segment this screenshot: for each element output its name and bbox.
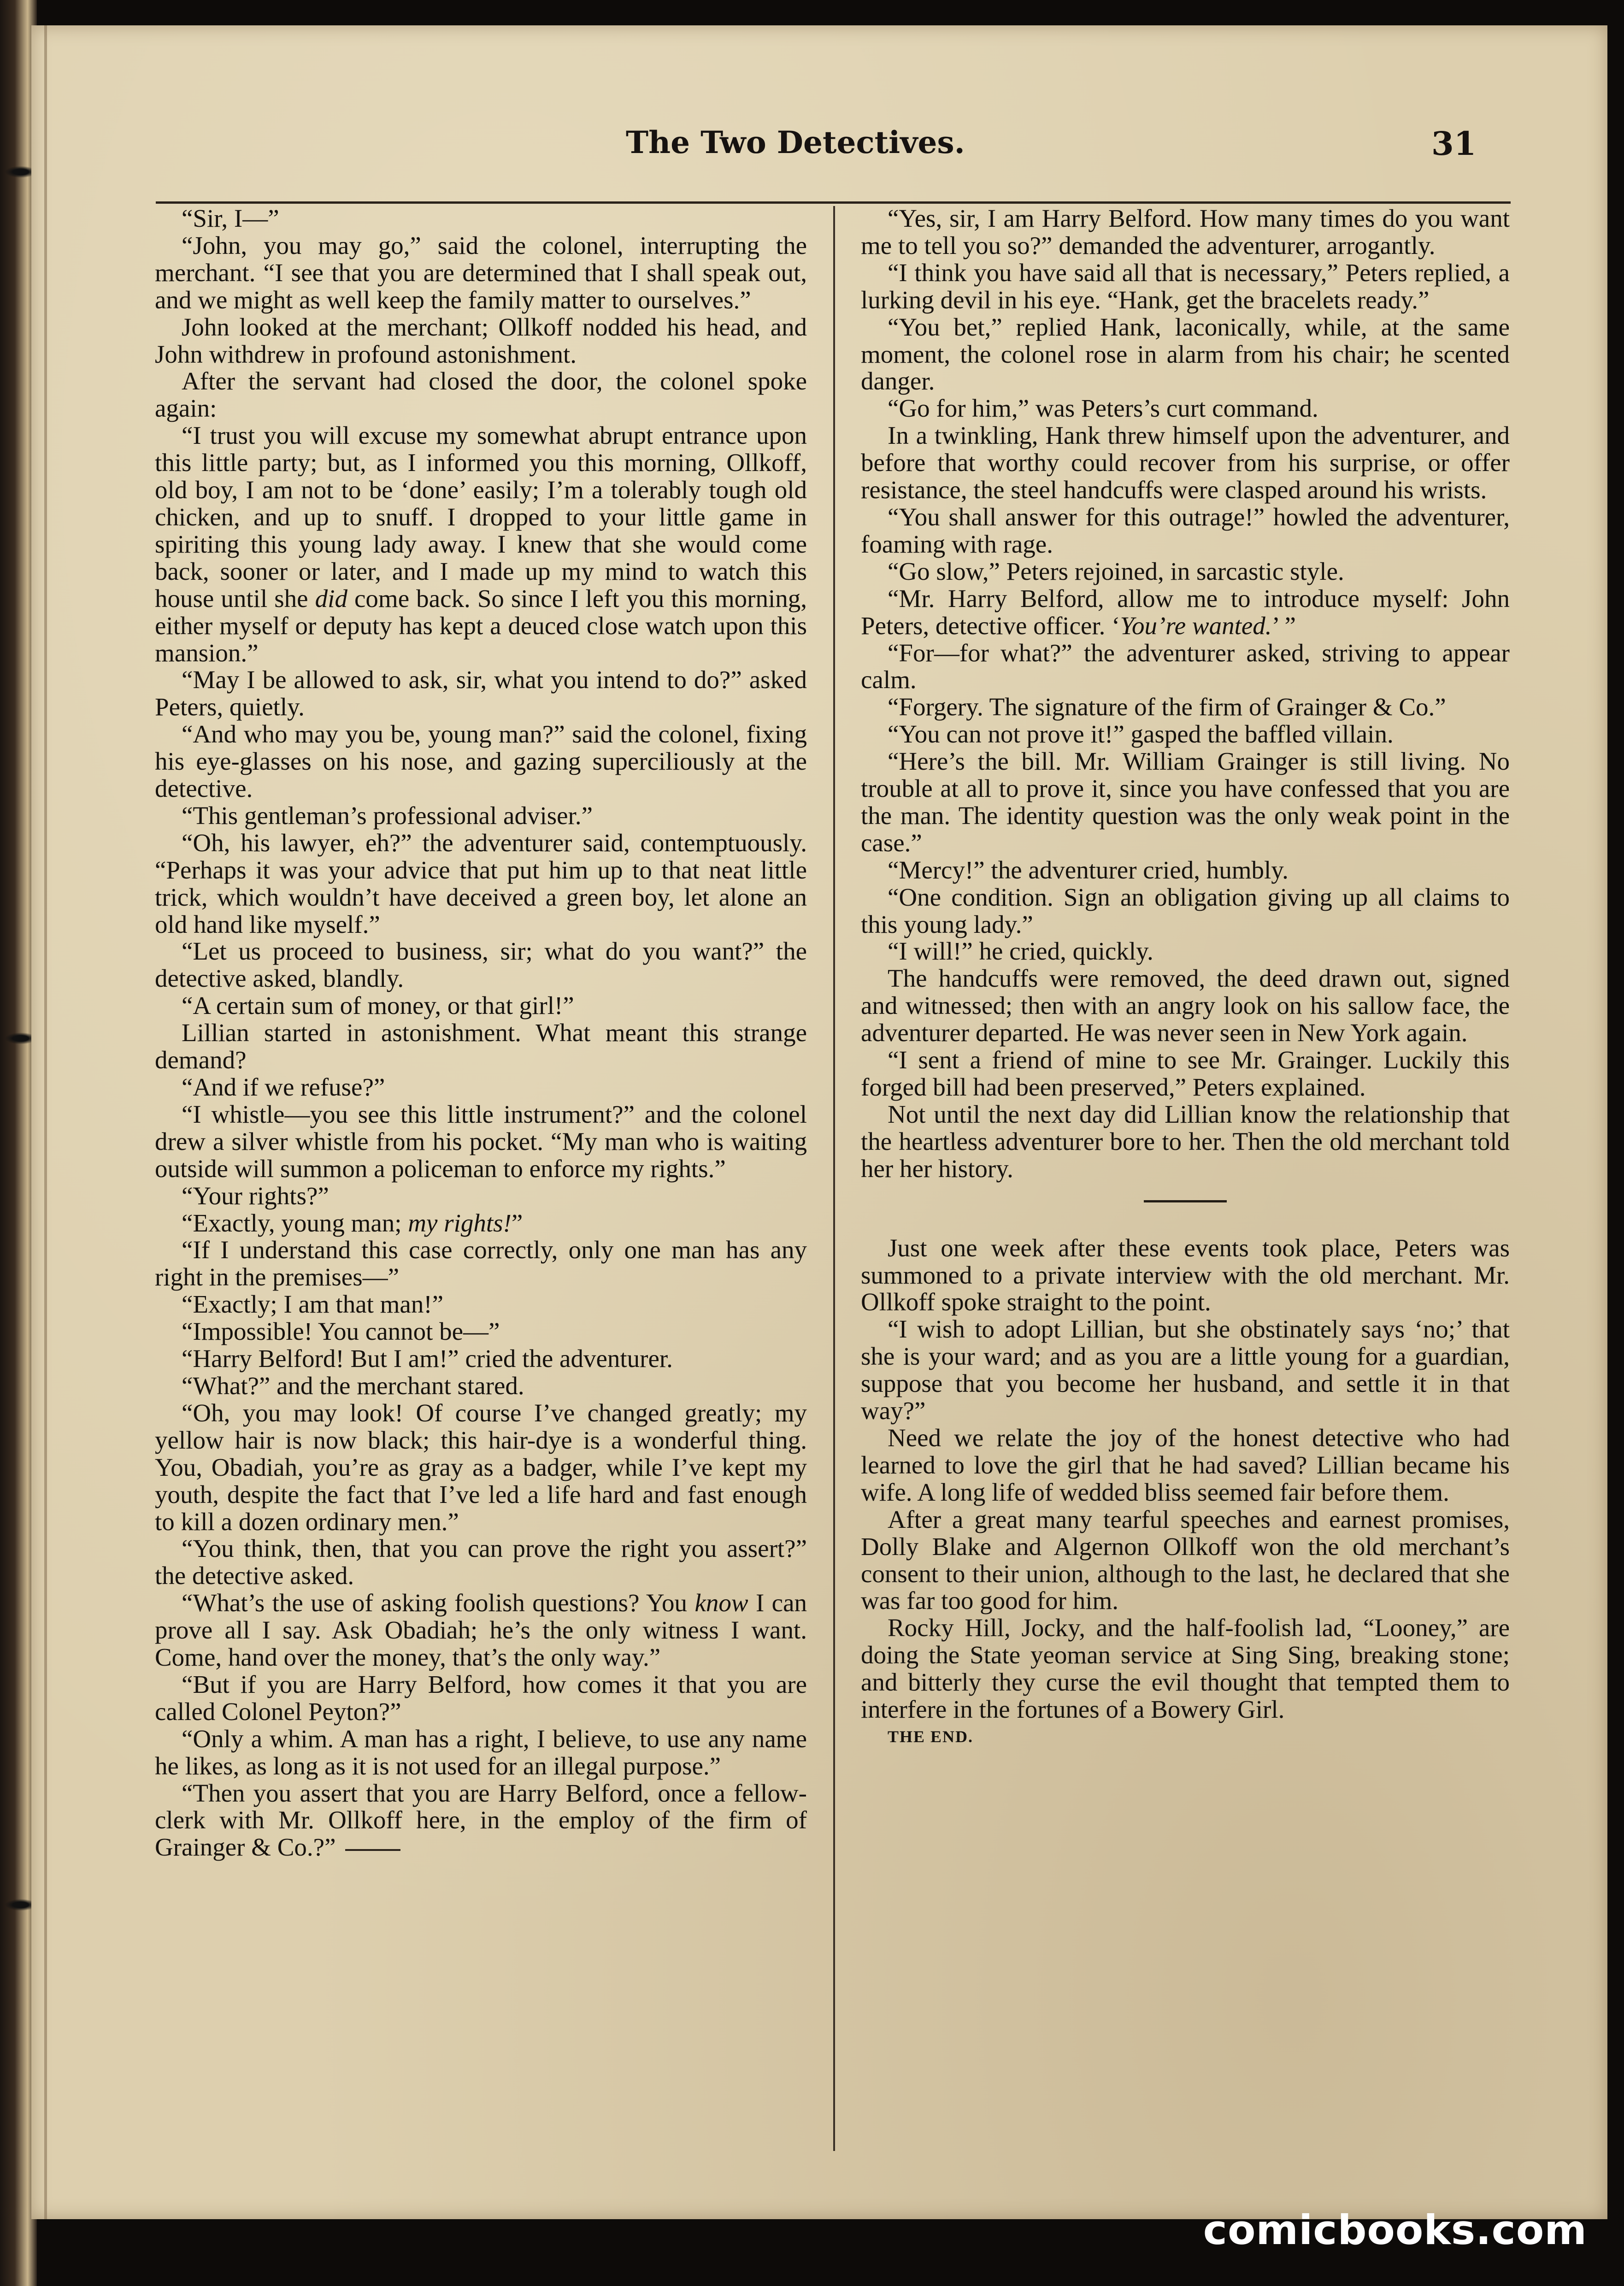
paragraph: “You bet,” replied Hank, laconically, while, at the same moment, the colonel rose in alarm from his chair; he scented danger. xyxy=(861,312,1510,395)
paragraph: “Mercy!” the adventurer cried, humbly. xyxy=(888,855,1289,884)
paragraph: “Only a whim. A man has a right, I believe, to use any name he likes, as long as it is not used for an illegal purpose.” xyxy=(155,1724,807,1780)
paragraph: “You shall answer for this outrage!” howled the adventurer, foaming with rage. xyxy=(861,502,1510,558)
paragraph: John looked at the merchant; Ollkoff nodded his head, and John withdrew in profound astonishment. xyxy=(155,312,807,368)
paragraph: “Exactly, young man; my rights!” xyxy=(182,1208,523,1237)
paragraph: “Go slow,” Peters rejoined, in sarcastic style. xyxy=(888,557,1344,585)
paragraph: “Exactly; I am that man!” xyxy=(182,1290,444,1319)
paragraph: “Oh, you may look! Of course I’ve changed greatly; my yellow hair is now black; this hair-dye is a wonderful thing. You, Obadiah, you’re as gray as a badger, while I’ve kept my youth, despite the fact that I’ve led a life hard and fast enough to kill a dozen ordinary men.” xyxy=(155,1398,807,1536)
paragraph: “One condition. Sign an obligation giving up all claims to this young lady.” xyxy=(861,883,1510,938)
paragraph: “John, you may go,” said the colonel, interrupting the merchant. “I see that you are determined that I shall speak out, and we might as well keep the family matter to ourselves.” xyxy=(155,231,807,314)
paragraph: “Go for him,” was Peters’s curt command. xyxy=(888,394,1318,423)
paragraph: “I will!” he cried, quickly. xyxy=(888,937,1153,966)
paragraph: “This gentleman’s professional adviser.” xyxy=(182,801,593,830)
paragraph: “You can not prove it!” gasped the baffled villain. xyxy=(888,720,1394,748)
paragraph: “Mr. Harry Belford, allow me to introduce myself: John Peters, detective officer. ‘You’re wanted.’ ” xyxy=(861,584,1510,640)
paragraph: After the servant had closed the door, the colonel spoke again: xyxy=(155,367,807,423)
paragraph: “For—for what?” the adventurer asked, striving to appear calm. xyxy=(861,638,1510,694)
paragraph: “Harry Belford! But I am!” cried the adventurer. xyxy=(182,1344,673,1373)
paragraph: “And if we refuse?” xyxy=(182,1073,385,1101)
paragraph: “If I understand this case correctly, only one man has any right in the premises—” xyxy=(155,1236,807,1291)
paragraph: “What?” and the merchant stared. xyxy=(182,1371,524,1400)
watermark: comicbooks.com xyxy=(1203,2206,1587,2254)
page-number: 31 xyxy=(1431,124,1477,163)
paragraph: After a great many tearful speeches and earnest promises, Dolly Blake and Algernon Ollkoff won the old merchant’s consent to their union, although to the last, he declared that she was far too good for him. xyxy=(861,1505,1510,1615)
paragraph: “What’s the use of asking foolish questions? You know I can prove all I say. Ask Obadiah; he’s the only witness I want. Come, hand over the money, that’s the only way.” xyxy=(155,1589,807,1672)
left-text-column xyxy=(155,205,807,1861)
paragraph: “Oh, his lawyer, eh?” the adventurer said, contemptuously. “Perhaps it was your advice that put him up to that neat little trick, which wouldn’t have deceived a green boy, let alone an old hand like myself.” xyxy=(155,828,807,938)
paragraph: Rocky Hill, Jocky, and the half-foolish lad, “Looney,” are doing the State yeoman service at Sing Sing, breaking stone; and bitterly they curse the evil thought that tempted them to interfere in the fortunes of a Bowery Girl. xyxy=(861,1614,1510,1724)
paragraph: Not until the next day did Lillian know the relationship that the heartless adventurer bore to her. Then the old merchant told her her history. xyxy=(861,1100,1510,1183)
paragraph: “Let us proceed to business, sir; what do you want?” the detective asked, blandly. xyxy=(155,937,807,993)
page-header-title: The Two Detectives. xyxy=(626,124,965,160)
paragraph: “I trust you will excuse my somewhat abrupt entrance upon this little party; but, as I informed you this morning, Ollkoff, old boy, I am not to be ‘done’ easily; I’m a tolerably tough old chicken, and up to snuff. I dropped to your little game in spiriting this young lady away. I knew that she would come back, sooner or later, and I made up my mind to watch this house until she did come back. So since I left you this morning, either myself or deputy has kept a deuced close watch upon this mansion.” xyxy=(155,421,807,667)
paragraph: Lillian started in astonishment. What meant this strange demand? xyxy=(155,1019,807,1074)
paragraph: “Impossible! You cannot be—” xyxy=(182,1317,500,1346)
right-text-column xyxy=(861,205,1510,1750)
spine-shadow xyxy=(44,25,47,2219)
paragraph: “Sir, I—” xyxy=(182,204,279,232)
paragraph: “I whistle—you see this little instrument?” and the colonel drew a silver whistle from his pocket. “My man who is waiting outside will summon a policeman to enforce my rights.” xyxy=(155,1100,807,1183)
paragraph: In a twinkling, Hank threw himself upon the adventurer, and before that worthy could recover from his surprise, or offer resistance, the steel handcuffs were clasped around his wrists. xyxy=(861,421,1510,504)
column-divider xyxy=(833,206,835,2151)
paragraph: “Then you assert that you are Harry Belford, once a fellow-clerk with Mr. Ollkoff here, in the employ of the firm of Grainger & Co.?” xyxy=(155,1779,807,1862)
paragraph: Need we relate the joy of the honest detective who had learned to love the girl that he had saved? Lillian became his wife. A long life of wedded bliss seemed fair before them. xyxy=(861,1423,1510,1506)
book-page xyxy=(31,25,1607,2219)
paragraph: “Forgery. The signature of the firm of Grainger & Co.” xyxy=(888,693,1446,721)
paragraph: “May I be allowed to ask, sir, what you intend to do?” asked Peters, quietly. xyxy=(155,666,807,721)
paragraph: “I think you have said all that is necessary,” Peters replied, a lurking devil in his eye. “Hank, get the bracelets ready.” xyxy=(861,258,1510,314)
paragraph: The handcuffs were removed, the deed drawn out, signed and witnessed; then with an angry look on his sallow face, the adventurer departed. He was never seen in New York again. xyxy=(861,964,1510,1047)
the-end-label: THE END. xyxy=(888,1727,974,1746)
running-header xyxy=(626,124,965,160)
paragraph: “But if you are Harry Belford, how comes it that you are called Colonel Peyton?” xyxy=(155,1670,807,1726)
header-rule xyxy=(156,201,1511,204)
paragraph: “A certain sum of money, or that girl!” xyxy=(182,991,574,1020)
column-end-rule xyxy=(345,1849,400,1851)
paragraph: “Yes, sir, I am Harry Belford. How many times do you want me to tell you so?” demanded the adventurer, arrogantly. xyxy=(861,204,1510,259)
paragraph: “And who may you be, young man?” said the colonel, fixing his eye-glasses on his nose, and gazing superciliously at the detective. xyxy=(155,720,807,803)
paragraph: “I wish to adopt Lillian, but she obstinately says ‘no;’ that she is your ward; and as you are a little young for a guardian, suppose that you become her husband, and settle it in that way?” xyxy=(861,1315,1510,1425)
paragraph: “Your rights?” xyxy=(182,1181,329,1210)
paragraph: “I sent a friend of mine to see Mr. Grainger. Luckily this forged bill had been preserved,” Peters explained. xyxy=(861,1046,1510,1101)
paragraph: “Here’s the bill. Mr. William Grainger is still living. No trouble at all to prove it, since you have confessed that you are the man. The identity question was the only weak point in the case.” xyxy=(861,747,1510,857)
section-break-rule xyxy=(1144,1200,1227,1202)
paragraph: Just one week after these events took place, Peters was summoned to a private interview with the old merchant. Mr. Ollkoff spoke straight to the point. xyxy=(861,1233,1510,1316)
paragraph: “You think, then, that you can prove the right you assert?” the detective asked. xyxy=(155,1534,807,1590)
